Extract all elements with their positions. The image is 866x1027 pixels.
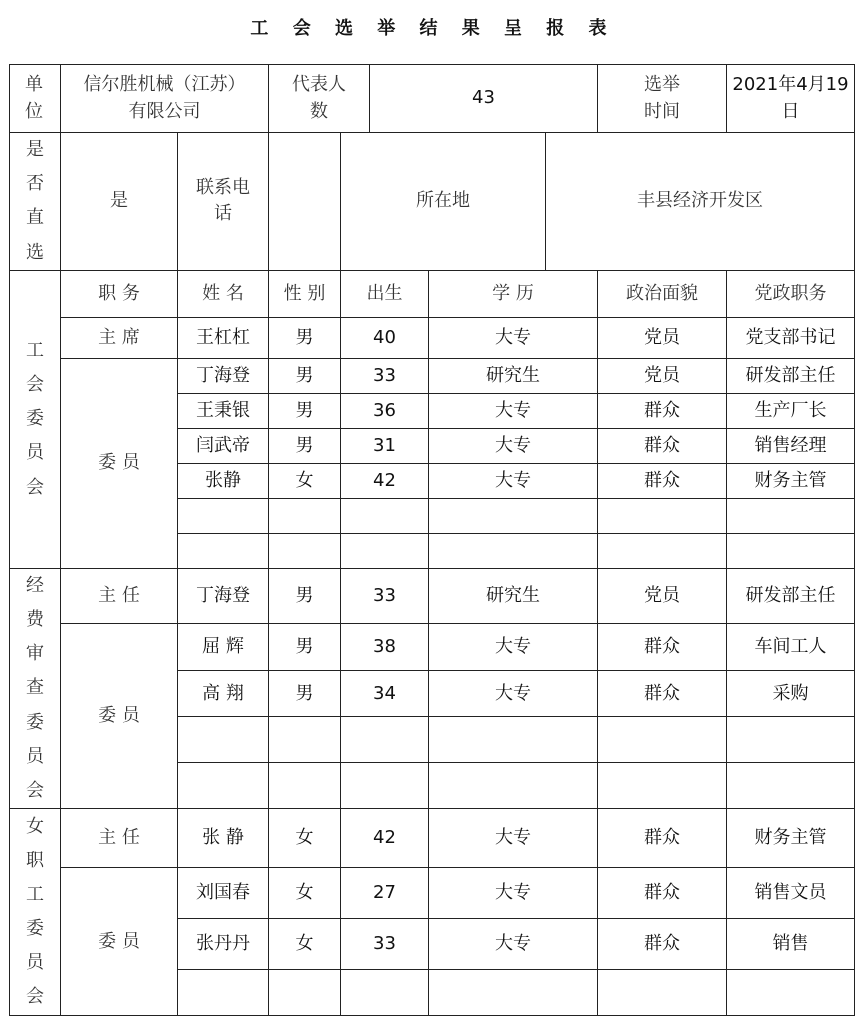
phone-value [269,133,341,271]
name-cell [178,970,269,1016]
gender-cell: 男 [269,393,341,428]
post-cell [727,717,855,763]
gender-cell: 女 [269,463,341,498]
post-cell [727,498,855,533]
col-header-post: 党政职务 [727,270,855,317]
education-cell [429,533,598,568]
birth-cell [341,717,429,763]
post-cell [727,763,855,809]
col-header-role: 职 务 [61,270,178,317]
gender-cell [269,533,341,568]
direct-election-label [10,133,61,271]
education-cell: 大专 [429,317,598,358]
birth-cell [341,763,429,809]
birth-cell: 38 [341,623,429,670]
education-cell: 大专 [429,428,598,463]
political-cell: 群众 [598,463,727,498]
col-header-political: 政治面貌 [598,270,727,317]
birth-cell: 33 [341,568,429,623]
committee-label-text: 工 会 委 员 会 [26,339,44,498]
post-cell: 销售文员 [727,868,855,919]
role-cell: 委 员 [61,358,178,568]
gender-cell: 男 [269,671,341,717]
political-cell: 党员 [598,358,727,393]
women-section-label [10,809,61,1016]
phone-label [178,133,269,271]
col-header-gender: 性 别 [269,270,341,317]
education-cell: 大专 [429,623,598,670]
birth-cell: 33 [341,358,429,393]
role-cell: 委 员 [61,623,178,808]
role-cell: 主 任 [61,568,178,623]
education-cell [429,970,598,1016]
education-cell: 大专 [429,671,598,717]
name-cell [178,763,269,809]
table-row [10,809,855,868]
political-cell: 群众 [598,623,727,670]
direct-election-value: 是 [61,133,178,271]
birth-cell: 36 [341,393,429,428]
name-cell: 王秉银 [178,393,269,428]
education-cell: 大专 [429,463,598,498]
birth-cell: 34 [341,671,429,717]
unit-label [10,65,61,133]
audit-section-label [10,568,61,808]
political-cell: 群众 [598,868,727,919]
gender-cell: 女 [269,809,341,868]
location-value: 丰县经济开发区 [546,133,855,271]
gender-cell [269,717,341,763]
post-cell: 财务主管 [727,809,855,868]
table-row [10,868,855,919]
name-cell: 张丹丹 [178,919,269,970]
name-cell [178,717,269,763]
name-cell: 高 翔 [178,671,269,717]
political-cell [598,970,727,1016]
birth-cell: 42 [341,463,429,498]
political-cell [598,763,727,809]
name-cell: 张 静 [178,809,269,868]
political-cell: 党员 [598,317,727,358]
education-cell: 大专 [429,393,598,428]
post-cell [727,970,855,1016]
political-cell [598,498,727,533]
women-label-text: 女 职 工 委 员 会 [26,815,44,1008]
name-cell: 屈 辉 [178,623,269,670]
political-cell: 群众 [598,809,727,868]
direct-election-label-text: 是 否 直 选 [26,139,44,263]
location-label: 所在地 [341,133,546,271]
election-time-value: 2021年4月19日 [727,65,855,133]
gender-cell [269,763,341,809]
political-cell: 群众 [598,671,727,717]
form-title: 工 会 选 举 结 果 呈 报 表 [250,18,616,39]
gender-cell: 男 [269,358,341,393]
table-row [10,358,855,393]
gender-cell: 女 [269,919,341,970]
post-cell: 销售 [727,919,855,970]
post-cell: 车间工人 [727,623,855,670]
gender-cell: 女 [269,868,341,919]
table-row [10,317,855,358]
political-cell: 群众 [598,428,727,463]
education-cell: 研究生 [429,358,598,393]
col-header-name: 姓 名 [178,270,269,317]
education-cell: 大专 [429,919,598,970]
rep-count-label-text: 代表人 数 [292,74,346,122]
name-cell: 王杠杠 [178,317,269,358]
audit-label-text: 经 费 审 查 委 员 会 [26,574,44,801]
political-cell: 群众 [598,919,727,970]
name-cell: 闫武帝 [178,428,269,463]
committee-section-label [10,270,61,568]
role-cell: 委 员 [61,868,178,1016]
election-report-table [9,64,855,1016]
unit-value-text: 信尔胜机械（江苏） 有限公司 [83,74,246,122]
post-cell: 财务主管 [727,463,855,498]
table-row [10,623,855,670]
name-cell [178,498,269,533]
education-cell: 研究生 [429,568,598,623]
political-cell [598,717,727,763]
birth-cell [341,970,429,1016]
post-cell: 采购 [727,671,855,717]
education-cell: 大专 [429,809,598,868]
birth-cell: 27 [341,868,429,919]
post-cell: 生产厂长 [727,393,855,428]
name-cell: 刘国春 [178,868,269,919]
birth-cell: 33 [341,919,429,970]
gender-cell: 男 [269,428,341,463]
election-time-label-text: 选举 时间 [644,74,680,122]
election-time-label [598,65,727,133]
gender-cell [269,970,341,1016]
post-cell: 研发部主任 [727,568,855,623]
phone-label-text: 联系电 话 [196,177,250,225]
unit-label-text: 单 位 [25,74,45,122]
gender-cell: 男 [269,623,341,670]
gender-cell [269,498,341,533]
birth-cell: 31 [341,428,429,463]
role-cell: 主 任 [61,809,178,868]
col-header-birth: 出生 [341,270,429,317]
post-cell: 销售经理 [727,428,855,463]
political-cell: 群众 [598,393,727,428]
col-header-education: 学 历 [429,270,598,317]
education-cell [429,498,598,533]
rep-count-value: 43 [370,65,598,133]
gender-cell: 男 [269,317,341,358]
education-cell: 大专 [429,868,598,919]
name-cell [178,533,269,568]
role-cell: 主 席 [61,317,178,358]
birth-cell [341,533,429,568]
political-cell [598,533,727,568]
post-cell: 研发部主任 [727,358,855,393]
birth-cell: 42 [341,809,429,868]
post-cell: 党支部书记 [727,317,855,358]
name-cell: 丁海登 [178,358,269,393]
rep-count-label [269,65,370,133]
unit-value [61,65,269,133]
gender-cell: 男 [269,568,341,623]
education-cell [429,763,598,809]
table-row [10,568,855,623]
birth-cell: 40 [341,317,429,358]
name-cell: 丁海登 [178,568,269,623]
education-cell [429,717,598,763]
name-cell: 张静 [178,463,269,498]
political-cell: 党员 [598,568,727,623]
post-cell [727,533,855,568]
column-header-row [10,270,855,317]
birth-cell [341,498,429,533]
